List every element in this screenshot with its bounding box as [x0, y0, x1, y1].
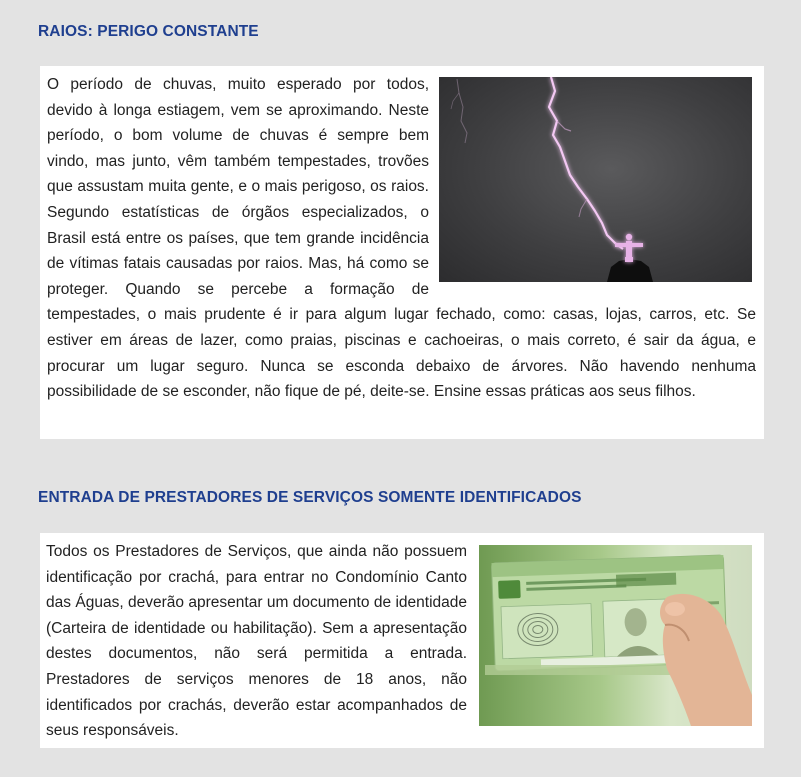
- lightning-christ-redeemer-icon: [439, 77, 752, 282]
- article-card-lightning: [40, 66, 764, 439]
- section-heading-service-providers: ENTRADA DE PRESTADORES DE SERVIÇOS SOMENTE IDENTIFICADOS: [38, 489, 582, 506]
- article-body-service-providers: Todos os Prestadores de Serviços, que ainda não possuem identificação por crachá, para entrar no Condomínio Canto das Águas, deverão apresentar um documento de identidade (Carteira de identidade ou habilitação). Sem a apresentação destes documentos, não será permitida a entrada. Prestadores de serviços menores de 18 anos, não identificados por crachás, deverão estar acompanhados de seus responsáveis.: [46, 543, 467, 740]
- identity-card-in-hand-icon: [479, 545, 752, 726]
- article-card-service-providers: [40, 533, 764, 748]
- lightning-photo: [439, 77, 752, 282]
- id-card-photo: [479, 545, 752, 726]
- section-heading-lightning: RAIOS: PERIGO CONSTANTE: [38, 23, 259, 40]
- article-body-lightning: O período de chuvas, muito esperado por todos, devido à longa estiagem, vem se aproximando. Neste período, o bom volume de chuvas é sempre bem vindo, mas junto, vêm também tempestades, trovões que assustam muita gente, e o mais perigoso, os raios. Segundo estatísticas de órgãos especializados, o Brasil está entre os países, que tem grande incidência de vítimas fatais causadas por raios. Mas, há como se proteger. Quando se percebe a formação de tempestades, o mais prudente é ir para algum lugar fechado, como: casas, lojas, carros, etc. Se estiver em áreas de lazer, como praias, piscinas e cachoeiras, o mais correto, é sair da água, e procurar um lugar seguro. Nunca se esconda debaixo de árvores. Não havendo nenhuma possibilidade de se esconder, não fique de pé, deite-se. Ensine essas práticas aos seus filhos.: [47, 76, 756, 401]
